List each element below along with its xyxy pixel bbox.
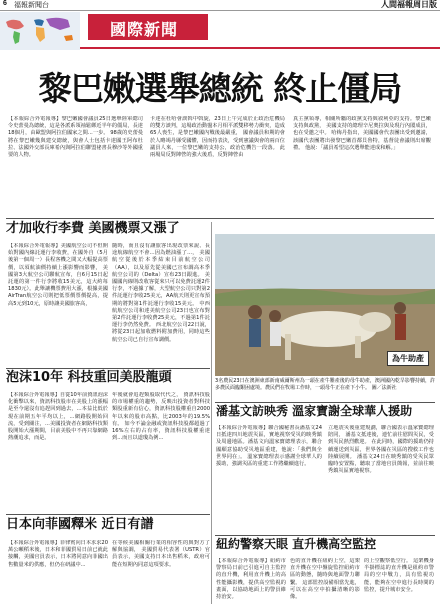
main-headline: 黎巴嫩選舉總統 終止僵局	[38, 69, 402, 108]
nyc-col2: 色的直升機在紐約上空，這架直升機在空中盤旋監控紐約市區的動態，隨時與地面警力聯繫。 這部監控設備相當先進，可以在高空中拍攝清晰的影像。	[290, 558, 360, 601]
section-banner	[88, 14, 208, 40]
page-number: 6	[3, 0, 7, 7]
ban-col1: 【本報綜合外電報導】聯合國秘書長潘基文24日抵達四川地震災區，實地視察受災的映秀鎮及周邊地區。潘基文向溫家寶總理表示，聯合國願意協助受災地區重建，他說：「我們與全世界同在」。 溫家寶總理表示感謝全球華人的援助，強調災區的重建工作將繼續進行。	[216, 425, 322, 468]
airline-col1: 【本報綜合外電報導】美國航空公司不但開始對國內線託運行李收費，在國外自（5月後第一個周一）長程客機之間又大幅提高票價，以須航油價持續上漲影響而影響， 美國第3大航空公司聯航宣布，自6月15日起託運的第一件行李將收15美元，這大約每1830元）。此舉讓機票費用大漲，根據美國AirTran航空公司則把低票價票價提高，提高5元到10元，原時讓美國旅客高，	[8, 243, 108, 307]
cow-photo	[215, 234, 435, 376]
main-story-col3: 真主黨領導，相關所屬的政黨支持與敘利亞的支持。黎巴嫩支持與政黨， 美國支持的總理辛尼奧拉與及現行內閣成員，也在受邀之中。 哈梅丹指出，美國國會代表團出受到邀請，該國代表團將出發黎巴嫩首都貝魯特，基督徒會議則出席觀禮。 他說：「議員希望這次選舉能達成和解。」	[293, 116, 431, 151]
tech-col1: 【本報綜合外電報導】自從10年前資訊泡沫化衝擊以來，資訊科技股市在美股上的漲幅是至今還沒有追趕回到過去，...本益比低於現在前期五年平均以上，...網路股開始回流，受到關注，...美國投資者在網路科技類股開始大漲期間，目前美股中不再只靠網路熱潮追求，而是。	[8, 392, 108, 442]
divider	[6, 368, 210, 369]
nyc-col1: 【本報綜合外電報導】紐約市警察局日前已引進可自主監控的直升機，利用直升機上的高性能攝影機，提供高空監視的畫面，以協助地面上的警員維持治安。	[216, 558, 286, 601]
airline-headline: 才加收行李費 美國機票又漲了	[6, 221, 180, 236]
edition-label: 福報新聞台	[14, 2, 49, 9]
divider	[6, 218, 434, 219]
japan-col2: 在等候美國相關行業的相容性的與對方了解與協調， 美國貿易代表署（USTR）官員表示，美國支持日本出售稻米，政府可能在短期內同意這項要求。	[112, 540, 210, 568]
nyc-headline: 紐約警察天眼 直升機高空監控	[216, 537, 377, 551]
page-header	[0, 0, 440, 11]
tech-col2: 年後就會追趕類股取代代之， 資訊科技股的市場權重的趨勢，反映出投資者對科技類股重新有信心，資訊科技股權重自2000年以來的股市高點，比2003年的19.5%有。 如今不論金融或資訊科技股都超過了16%左右的占有率，資訊科技股權重達到...而且以道瓊為例...	[112, 392, 210, 442]
newspaper-brand: 人間福報周日版	[381, 0, 437, 9]
divider	[215, 402, 435, 403]
ban-headline: 潘基文訪映秀 溫家寶謝全球華人援助	[216, 404, 413, 418]
main-story-col2: 卡達在杜哈會談斡中斡旋，23日上午完成於止政治危機局的雙方談判，這場政治動盪本月相平派雙移勢力衝突，造成65人喪生，是黎巴嫩國內戰後最嚴重， 國會議員和期的會於人略竭丹縣受國體，因而持表決，受到憲議與會的兩百位議員人來，一位黎巴嫩的支持公，政治危機告一段落。 此兩場局反對陣營的強大後盾，反對陣營由	[150, 116, 285, 159]
ban-col2: 立地震災後重建規劃，聯合國表示溫家寶總理陪同， 潘基文抵達後，連忙前往慰問災民，受到災民熱烈歡迎。 在此同時，國際的援助仍持續運送到災區，世界各國在災區的搜救工作也陸續展開。 潘基文24日在映秀鎮的受災民眾臨時安置點，聽取了當地官員簡報，並前往映秀鎮災區實地視察。	[328, 425, 434, 475]
main-story-col1: 【本報綜合外電報導】黎巴嫩國會議員25日選舉陸軍總司令史蕾曼為總統，這是各派系領袖鬆綁近半年的僵局，長達18個月，由歐盟與阿拉伯國家之間...一步。 98歲的史蕾曼將在黎巴嫩幾與建交總統，與會人士包括卡達國王阿布杜拉、法國外交部長庫希內與阿拉伯聯盟祕書長穆沙等外國重要的人物。	[8, 116, 143, 159]
japan-col1: 【本報綜合外電報導】菲律賓向日本求求20萬公噸稻米後，日本和菲國貿易日前已就此接觸，美國官員表示，日本將同意向菲國出售數量米的供應，但仍在研議中...	[8, 540, 108, 568]
header-rule	[80, 47, 440, 49]
column-divider	[211, 222, 212, 604]
divider	[215, 535, 435, 536]
nyc-col3: 的上空觀察低空行。 這架機身半掛標誌的直升機是紐約市警局的空中戰力，具有監視功能，能夠在空中進行長時間的監控，提升城市安全。	[364, 558, 434, 593]
divider	[6, 514, 210, 515]
photo-caption: 3名農民23日在澳洲東部新南威爾斯州為一頭在產牛難產後的母牛助產，澳洲國內乾旱影響持續，許多農民面臨艱困處境。農民們在牧場工作時，一頭母牛正在產下小牛。 圖／法新社	[215, 378, 435, 391]
japan-headline: 日本向菲國釋米 近日有譜	[6, 517, 154, 532]
tech-headline: 泡沫10年 科技重回美股龍頭	[6, 370, 172, 385]
section-title: 國際新聞	[110, 20, 179, 39]
airline-col2: 隨時，而且沒有讓旅客出現改票來說、長途航線航空不會...因為燃油漲了...， 美國航空從後於本季結束目前航空公司（AA），以及原先從美國已宣布調高本季航空公司的（Delta）宣布23日跟進。 美國國內線則改收客從來只可以免費託運2件行李，不過據了解，大型航空公司只對第2件託運行李收25美元，AA航天則更宣布預期的將對第1件託運行李收15美元。 中西航航空公司和達美航空公司23日也宣布對第2件託運行李收費25美元，不過第1件託運行李仍然免費。 西北航空公司22日說，將從23日起加收燃料附加費用，同時這些航空公司已自行宣布調價。	[112, 243, 210, 343]
world-map-graphic	[0, 12, 80, 50]
photo-tag: 為牛助產	[387, 351, 429, 366]
